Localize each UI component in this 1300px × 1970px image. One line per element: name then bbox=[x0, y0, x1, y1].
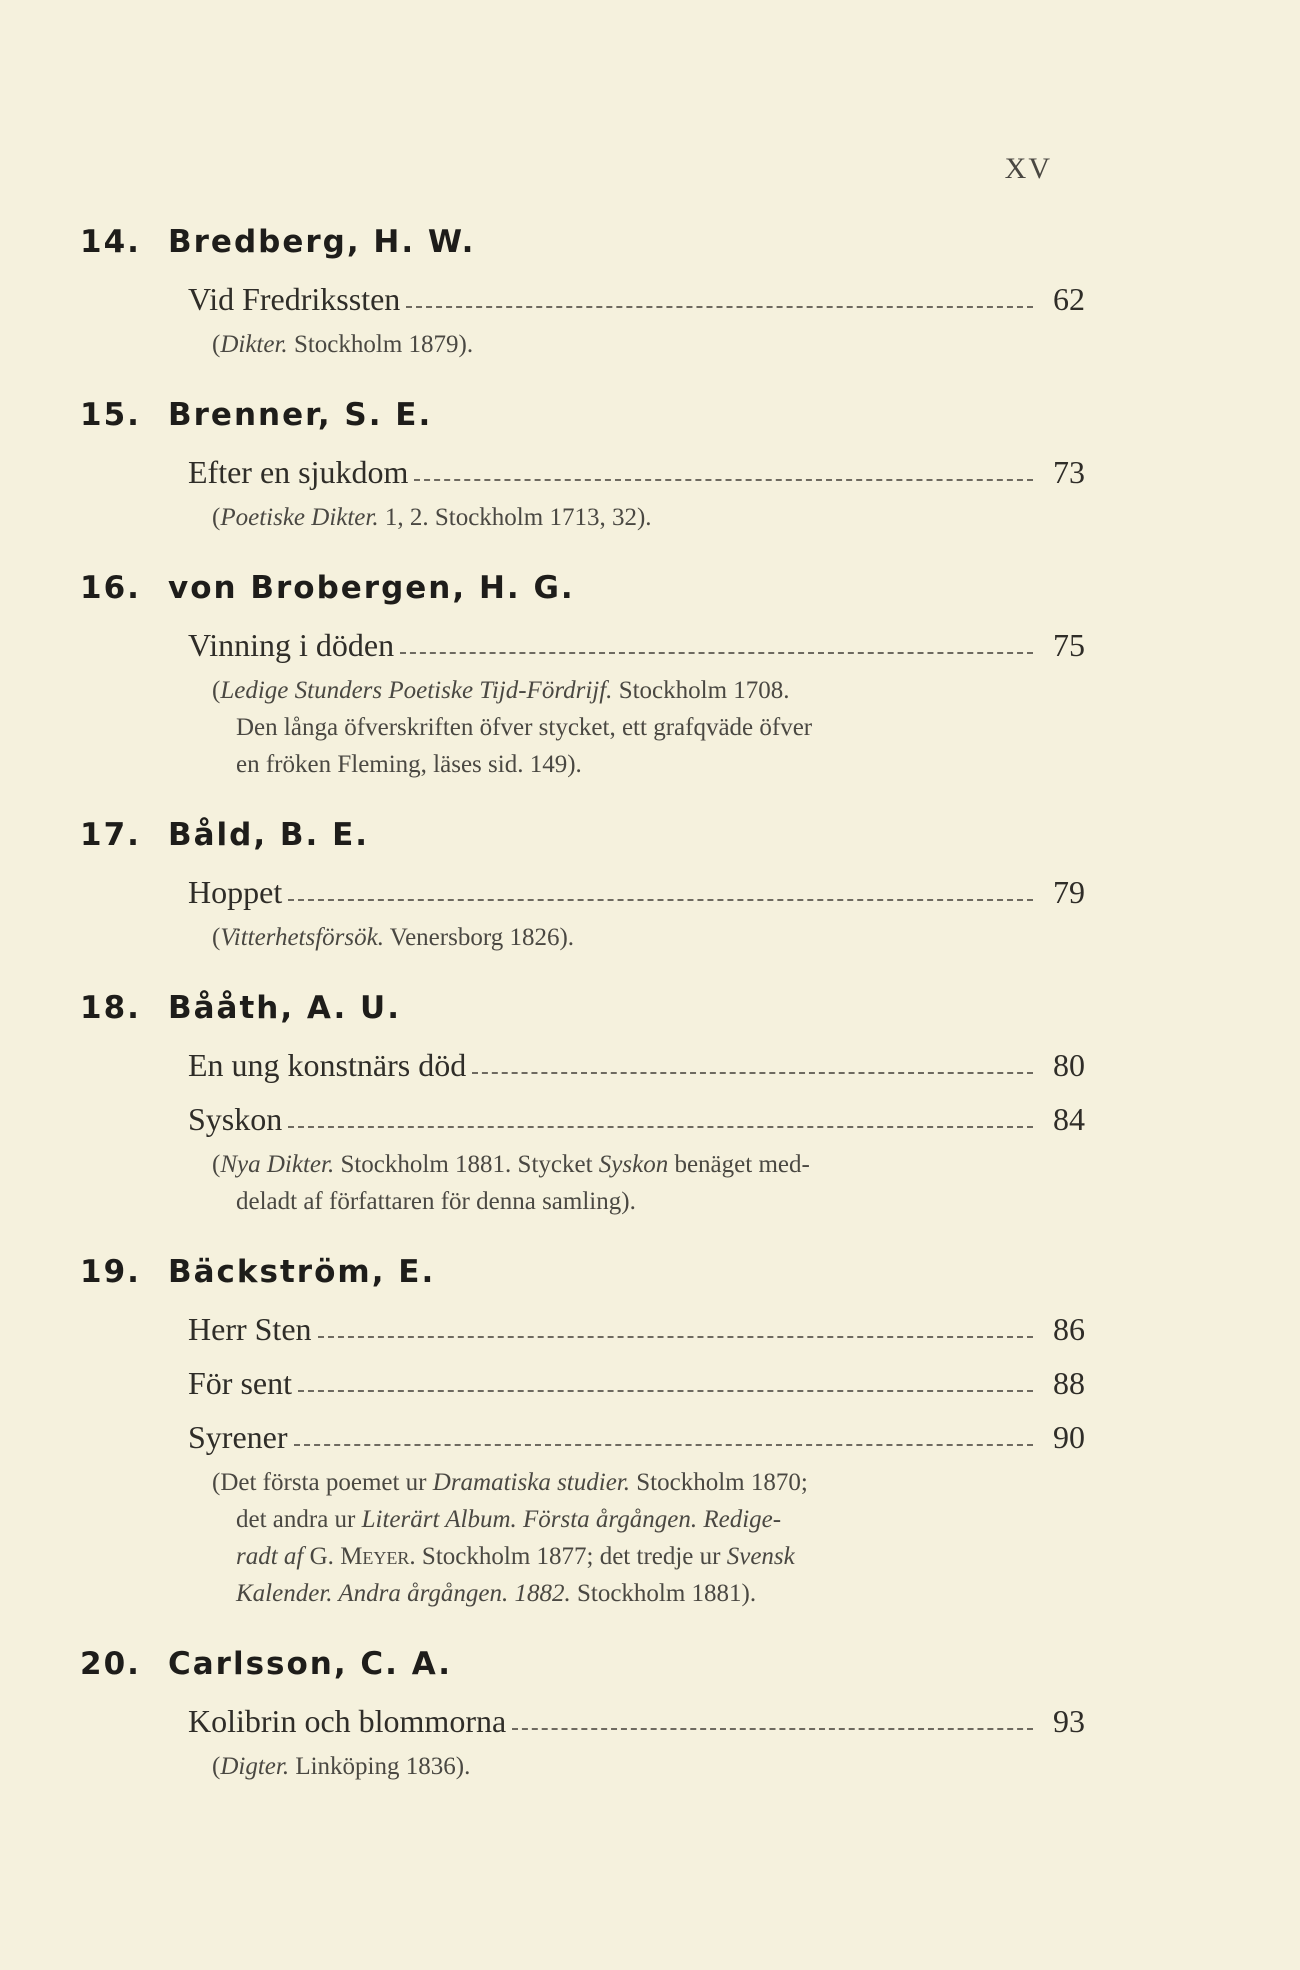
source-details: Linköping 1836). bbox=[295, 1753, 471, 1780]
entry-number: 17. bbox=[80, 817, 141, 853]
source-citation: (Poetiske Dikter. 1, 2. Stockholm 1713, 32). bbox=[212, 504, 652, 531]
entry-16 bbox=[80, 566, 1085, 783]
source-note-line: en fröken Fleming, läses sid. 149). bbox=[236, 751, 582, 778]
author-name: Bäckström, E. bbox=[168, 1254, 436, 1290]
poem-line bbox=[188, 1294, 1085, 1348]
poem-title: En ung konstnärs död bbox=[188, 1047, 467, 1083]
source-title: Kalender. Andra årgången. 1882. bbox=[236, 1580, 571, 1607]
poem-line bbox=[188, 1084, 1085, 1138]
source-details: Stockholm 1879). bbox=[293, 331, 474, 358]
dot-leader bbox=[294, 1444, 1033, 1446]
entry-number: 16. bbox=[80, 570, 141, 606]
dot-leader bbox=[414, 479, 1033, 481]
source-note-line bbox=[212, 1538, 1049, 1575]
poem-line bbox=[188, 1030, 1085, 1084]
poem-title: För sent bbox=[188, 1365, 292, 1401]
poem-page: 62 bbox=[1053, 281, 1085, 317]
entry-19 bbox=[80, 1250, 1085, 1612]
source-details: Stockholm 1708. bbox=[618, 677, 790, 704]
source-details: Stockholm 1881). bbox=[576, 1580, 757, 1607]
source-details: Stockholm 1881. Stycket bbox=[340, 1151, 593, 1178]
poem-page: 75 bbox=[1053, 627, 1085, 663]
entry-author bbox=[80, 1250, 1085, 1294]
author-name: Båld, B. E. bbox=[168, 817, 370, 853]
poem-line bbox=[188, 1402, 1085, 1456]
source-details: Det första poemet ur bbox=[220, 1469, 427, 1496]
entry-15 bbox=[80, 393, 1085, 536]
poem-line bbox=[188, 1348, 1085, 1402]
poem-title: Vid Fredrikssten bbox=[188, 281, 401, 317]
source-details: Stockholm 1870; bbox=[636, 1469, 808, 1496]
source-details: G. bbox=[309, 1543, 334, 1570]
source-title: Literärt Album. Första årgången. Redige- bbox=[361, 1506, 782, 1533]
dot-leader bbox=[318, 1336, 1033, 1338]
author-name: Bredberg, H. W. bbox=[168, 224, 476, 260]
dot-leader bbox=[512, 1728, 1033, 1730]
dot-leader bbox=[288, 899, 1033, 901]
source-title: Syskon bbox=[598, 1151, 669, 1178]
poem-page: 73 bbox=[1053, 454, 1085, 490]
source-citation: (Nya Dikter. Stockholm 1881. Stycket Syskon benäget med- deladt af författaren för denna samling). bbox=[212, 1138, 1049, 1220]
source-details: benäget med- bbox=[674, 1151, 810, 1178]
source-citation: (Digter. Linköping 1836). bbox=[212, 1753, 471, 1780]
entry-number: 18. bbox=[80, 990, 141, 1026]
poem-title: Hoppet bbox=[188, 874, 283, 910]
author-name: von Brobergen, H. G. bbox=[168, 570, 575, 606]
poem-line bbox=[188, 610, 1085, 664]
source-title: radt af bbox=[236, 1543, 304, 1570]
poem-title: Efter en sjukdom bbox=[188, 454, 409, 490]
dot-leader bbox=[406, 306, 1033, 308]
source-note-line: Den långa öfverskriften öfver stycket, ett grafqväde öfver bbox=[236, 714, 813, 741]
entry-author bbox=[80, 566, 1085, 610]
source-title: Poetiske Dikter. bbox=[220, 504, 379, 531]
source-title: Dikter. bbox=[220, 331, 288, 358]
source-citation: (Det första poemet ur Dramatiska studier. Stockholm 1870; det andra ur Literärt Album. Första årgången. Redige- radt af G. Meyer. Stockholm 1877; det tredje ur Svensk Kalender. Andra årgången. 1882. Stockholm 1881). bbox=[212, 1456, 1049, 1612]
source-details: Venersborg 1826). bbox=[389, 924, 575, 951]
source-note-line bbox=[212, 1501, 1049, 1538]
poem-page: 88 bbox=[1053, 1365, 1085, 1401]
bibliography-list bbox=[80, 220, 1085, 1815]
source-title: Svensk bbox=[726, 1543, 795, 1570]
entry-author bbox=[80, 986, 1085, 1030]
source-title: Dramatiska studier. bbox=[432, 1469, 630, 1496]
poem-page: 79 bbox=[1053, 874, 1085, 910]
entry-number: 19. bbox=[80, 1254, 141, 1290]
poem-title: Kolibrin och blommorna bbox=[188, 1703, 507, 1739]
entry-number: 14. bbox=[80, 224, 141, 260]
source-title: Digter. bbox=[220, 1753, 290, 1780]
author-name: Bååth, A. U. bbox=[168, 990, 402, 1026]
entry-author bbox=[80, 220, 1085, 264]
source-note-line: deladt af författaren för denna samling). bbox=[236, 1188, 636, 1215]
dot-leader bbox=[400, 652, 1033, 654]
source-title: Nya Dikter. bbox=[220, 1151, 335, 1178]
poem-page: 84 bbox=[1053, 1101, 1085, 1137]
source-title: Vitterhetsförsök. bbox=[220, 924, 384, 951]
entry-number: 20. bbox=[80, 1646, 141, 1682]
entry-author bbox=[80, 813, 1085, 857]
poem-line bbox=[188, 1686, 1085, 1740]
dot-leader bbox=[288, 1126, 1033, 1128]
poem-title: Syrener bbox=[188, 1419, 288, 1455]
source-details: 1, 2. Stockholm 1713, 32). bbox=[384, 504, 652, 531]
source-citation: (Ledige Stunders Poetiske Tijd-Fördrijf. Stockholm 1708. Den långa öfverskriften öfver stycket, ett grafqväde öfver en fröken Fleming, läses sid. 149). bbox=[212, 664, 1049, 783]
author-name: Carlsson, C. A. bbox=[168, 1646, 453, 1682]
poem-page: 93 bbox=[1053, 1703, 1085, 1739]
poem-line bbox=[188, 264, 1085, 318]
source-details: det andra ur bbox=[236, 1506, 356, 1533]
poem-page: 80 bbox=[1053, 1047, 1085, 1083]
entry-17 bbox=[80, 813, 1085, 956]
source-details: Stockholm 1877; det tredje ur bbox=[421, 1543, 721, 1570]
source-note-line bbox=[212, 1575, 1049, 1612]
poem-page: 86 bbox=[1053, 1311, 1085, 1347]
source-title: Ledige Stunders Poetiske Tijd-Fördrijf. bbox=[220, 677, 613, 704]
source-citation: (Dikter. Stockholm 1879). bbox=[212, 331, 474, 358]
entry-18 bbox=[80, 986, 1085, 1220]
poem-title: Vinning i döden bbox=[188, 627, 395, 663]
page-number: XV bbox=[1004, 152, 1052, 185]
editor-name: Meyer. bbox=[340, 1543, 416, 1570]
dot-leader bbox=[472, 1072, 1033, 1074]
entry-number: 15. bbox=[80, 397, 141, 433]
poem-title: Syskon bbox=[188, 1101, 283, 1137]
poem-line bbox=[188, 857, 1085, 911]
poem-title: Herr Sten bbox=[188, 1311, 312, 1347]
dot-leader bbox=[298, 1390, 1033, 1392]
entry-20 bbox=[80, 1642, 1085, 1785]
entry-author bbox=[80, 393, 1085, 437]
poem-page: 90 bbox=[1053, 1419, 1085, 1455]
entry-author bbox=[80, 1642, 1085, 1686]
author-name: Brenner, S. E. bbox=[168, 397, 433, 433]
entry-14 bbox=[80, 220, 1085, 363]
poem-line bbox=[188, 437, 1085, 491]
source-citation: (Vitterhetsförsök. Venersborg 1826). bbox=[212, 924, 575, 951]
